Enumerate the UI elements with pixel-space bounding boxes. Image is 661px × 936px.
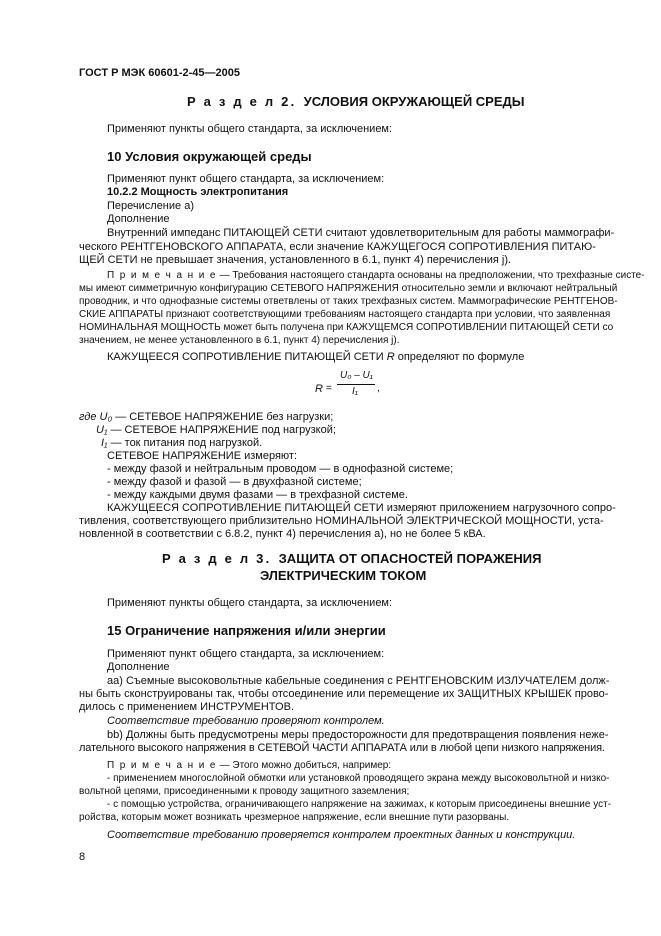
formula-intro-tail: определяют по формуле [397,351,525,363]
measure-item: - между фазой и нейтральным проводом — в однофазной системе; [107,463,454,475]
section-3-label: Р а з д е л 3. [162,551,272,566]
page-number: 8 [79,851,86,863]
section-3-intro: Применяют пункты общего стандарта, за исключением: [107,597,393,609]
where-symbol: I₁ [101,437,108,449]
compliance-statement: Соответствие требованию проверяется контролем проектных данных и конструкции. [107,829,576,841]
section-2-title: УСЛОВИЯ ОКРУЖАЮЩЕЙ СРЕДЫ [303,94,525,109]
formula-intro [107,351,524,363]
compliance-statement: Соответствие требованию проверяют контролем. [107,715,385,727]
paragraph-line: bb) Должны быть предусмотрены меры предосторожности для предотвращения появления нежe- [107,729,609,741]
document-id: ГОСТ Р МЭК 60601-2-45—2005 [79,67,240,79]
paragraph-line: лательного высокого напряжения в СЕТЕВОЙ ЧАСТИ АППАРАТА или в любой цепи низкого напряжения. [79,742,605,754]
section-2-intro: Применяют пункты общего стандарта, за исключением: [107,123,393,135]
note-text: — Этого можно добиться, например: [216,760,392,771]
formula-variable: R [386,351,395,363]
where-item [96,424,336,436]
section-2-heading [187,94,525,109]
enumeration-label: Перечисление a) [107,200,194,212]
where-symbol: где U₀ [79,411,113,423]
note-line: мы имеют симметричную конфигурацию СЕТЕВОГО НАПРЯЖЕНИЯ относительно земли и включают нейтральный [79,283,618,294]
where-item [101,437,262,449]
where-text: — СЕТЕВОЕ НАПРЯЖЕНИЕ под нагрузкой; [110,424,336,436]
clause-15-intro: Применяют пункт общего стандарта, за исключением: [107,648,385,660]
note-line [107,760,391,771]
addition-label: Дополнение [107,661,170,673]
note-line: НОМИНАЛЬНАЯ МОЩНОСТЬ может быть получена при КАЖУЩЕМСЯ СОПРОТИВЛЕНИИ ПИТАЮЩЕЙ СЕТИ со [79,322,614,333]
formula-intro-text: КАЖУЩЕЕСЯ СОПРОТИВЛЕНИЕ ПИТАЮЩЕЙ СЕТИ [107,351,384,363]
measure-item: - между фазой и фазой — в двухфазной системе; [107,476,362,488]
formula-comma: , [377,383,380,394]
note-line [107,270,645,281]
note-line: значением, не менее установленного в 6.1, пункт 4) перечисления j). [79,335,400,346]
paragraph-line: новленной в соответствии с 6.8.2, пункт 4) перечисления a), но не более 5 кВА. [79,528,486,540]
where-symbol: U₁ [96,424,108,436]
note-line: вольтной цепями, присоединенными к проводу защитного заземления; [79,786,410,797]
section-2-label: Р а з д е л 2. [187,94,297,109]
addition-label: Дополнение [107,213,170,225]
clause-10-heading: 10 Условия окружающей среды [107,149,312,164]
note-line: - применением многослойной обмотки или установкой проводящего экрана между высоковольтной и низко- [107,773,610,784]
paragraph-line: ЩЕЙ СЕТИ не превышает значения, установленного в 6.1, пункт 4) перечисления j). [79,254,512,266]
where-text: — ток питания под нагрузкой. [110,437,263,449]
clause-10-intro: Применяют пункт общего стандарта, за исключением: [107,173,385,185]
paragraph-line: КАЖУЩЕЕСЯ СОПРОТИВЛЕНИЕ ПИТАЮЩЕЙ СЕТИ измеряют приложением нагрузочного сопро- [107,502,616,514]
note-label: П р и м е ч а н и е [107,270,217,281]
note-line: СКИЕ АППАРАТЫ признают соответствующими требованиям настоящего стандарта при условии, что заявленная [79,309,611,320]
note-label: П р и м е ч а н и е [107,760,217,771]
paragraph-line: ны быть сконструированы так, чтобы отсоединение или перемещение их ЗАЩИТНЫХ КРЫШЕК прово- [79,688,609,700]
where-text: — СЕТЕВОЕ НАПРЯЖЕНИЕ без нагрузки; [115,411,334,423]
fraction-bar [337,384,375,385]
measure-item: - между каждыми двумя фазами — в трехфазной системе. [107,489,408,501]
paragraph-line: тивления, соответствующего приблизительно НОМИНАЛЬНОЙ ЭЛЕКТРИЧЕСКОЙ МОЩНОСТИ, уста- [79,515,604,527]
clause-15-heading: 15 Ограничение напряжения и/или энергии [107,623,386,638]
paragraph-line: дилось с применением ИНСТРУМЕНТОВ. [79,701,294,713]
paragraph-line: ческого РЕНТГЕНОВСКОГО АППАРАТА, если значение КАЖУЩЕГОСЯ СОПРОТИВЛЕНИЯ ПИТАЮ- [79,241,596,253]
formula-equals: = [326,383,332,394]
formula-denominator: I₁ [352,386,358,397]
note-line: проводник, и что однофазные системы ответвлены от таких трехфазных систем. Маммографические РЕНТГЕНОВ- [79,296,618,307]
note-line: ройства, которым может возникать чрезмерное напряжение, если внешние пути разорваны. [79,812,510,823]
measure-intro: СЕТЕВОЕ НАПРЯЖЕНИЕ измеряют: [107,450,298,462]
section-3-title-line1: ЗАЩИТА ОТ ОПАСНОСТЕЙ ПОРАЖЕНИЯ [278,551,542,566]
formula-lhs: R [315,383,323,395]
section-3-title-line2: ЭЛЕКТРИЧЕСКИМ ТОКОМ [260,568,427,583]
section-3-heading [162,551,541,566]
paragraph-line: Внутренний импеданс ПИТАЮЩЕЙ СЕТИ считают удовлетворительным для работы маммографи- [107,227,615,239]
note-text: — Требования настоящего стандарта основаны на предположении, что трехфазные систе- [216,270,645,281]
note-line: - с помощью устройства, ограничивающего напряжение на зажимах, к которым присоединены внешние уст- [107,799,612,810]
clause-10-2-2-heading: 10.2.2 Мощность электропитания [107,186,289,198]
paragraph-line: aa) Съемные высоковольтные кабельные соединения с РЕНТГЕНОВСКИМ ИЗЛУЧАТЕЛЕМ долж- [107,675,610,687]
formula-numerator: U₀ – U₁ [340,370,373,381]
where-item [79,411,333,423]
